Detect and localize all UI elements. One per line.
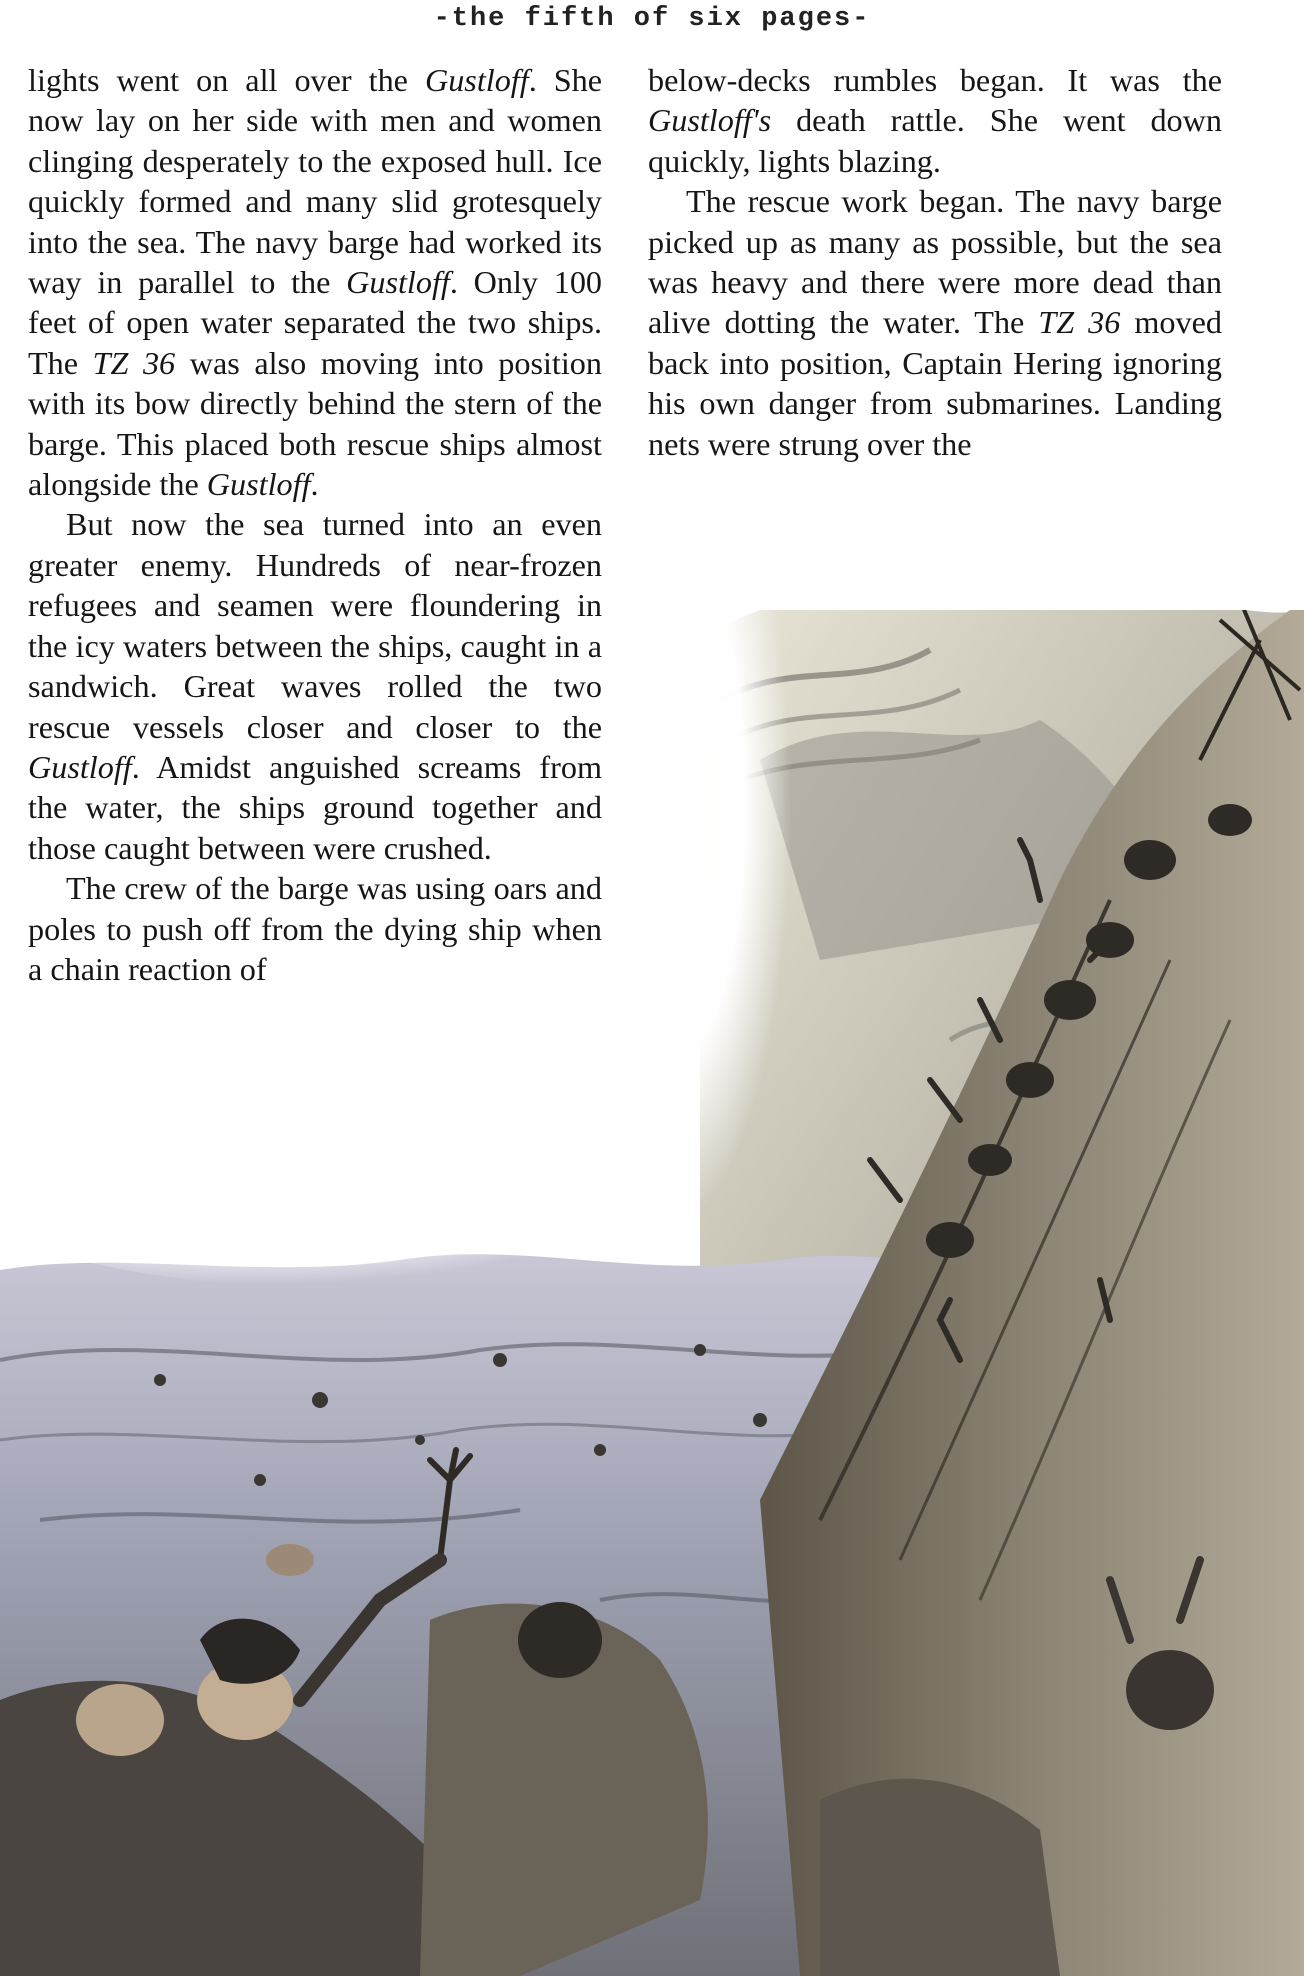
text-run: The rescue work began. The navy barge picked up as many as possible, but the sea was heavy and there were more dead than alive dotting the water. The	[648, 183, 1222, 341]
text-run: .	[310, 466, 319, 503]
text-run: lights went on all over the	[28, 62, 425, 98]
paragraph	[28, 60, 602, 504]
paragraph	[28, 504, 602, 868]
text-run: below-decks rumbles began. It was the	[648, 62, 1222, 98]
italic-text: Gustloff	[424, 62, 529, 98]
text-run: . Amidst anguished screams from the water, the ships ground together and those caught between were crushed.	[28, 748, 602, 866]
text-column-right	[648, 60, 1222, 464]
italic-text: Gustloff	[346, 264, 450, 301]
paragraph	[648, 181, 1222, 464]
paragraph	[28, 868, 602, 989]
italic-text: TZ 36	[1038, 304, 1121, 341]
page-header: -the fifth of six pages-	[433, 4, 871, 34]
text-run: . Only 100 feet of open water separated the two ships. The	[28, 264, 602, 381]
text-run: The crew of the barge was using oars and poles to push off from the dying ship when a chain reaction of	[28, 870, 602, 987]
italic-text: Gustloff	[206, 466, 311, 503]
italic-text: Gustloff	[28, 748, 132, 785]
paragraph	[648, 60, 1222, 181]
text-run: death rattle. She went down quickly, lights blazing.	[648, 102, 1222, 179]
text-run: was also moving into position with its bow directly behind the stern of the barge. This placed both rescue ships almost alongside the	[28, 344, 602, 503]
text-run: . She now lay on her side with men and women clinging desperately to the exposed hull. Ice quickly formed and many slid grotesquely into the sea. The navy barge had worked its way in parallel to the	[28, 62, 603, 301]
italic-text: TZ 36	[92, 344, 176, 381]
text-run: But now the sea turned into an even greater enemy. Hundreds of near-frozen refugees and seamen were floundering in the icy waters between the ships, caught in a sandwich. Great waves rolled the two rescue vessels closer and closer to the	[28, 506, 602, 745]
italic-text: Gustloff's	[648, 102, 772, 139]
text-column-left	[28, 60, 602, 989]
text-run: moved back into position, Captain Hering ignoring his own danger from submarines. Landing nets were strung over the	[648, 304, 1222, 462]
